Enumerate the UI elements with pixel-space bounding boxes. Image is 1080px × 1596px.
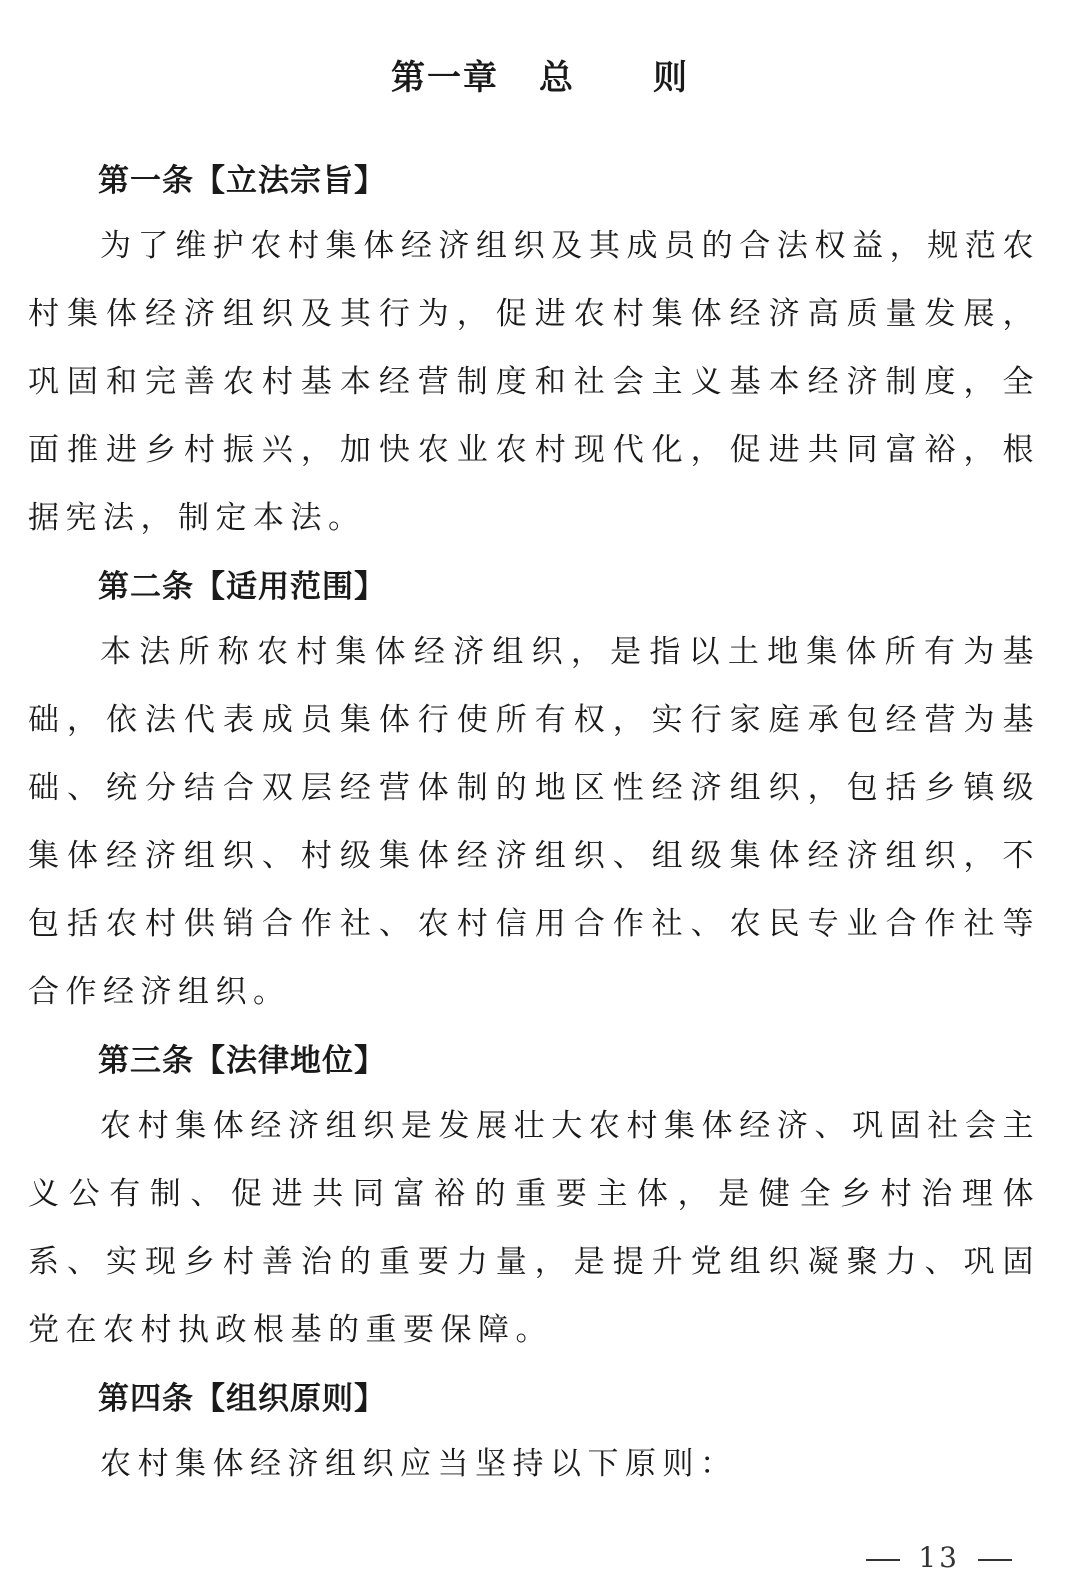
chapter-title-word-1: 总 — [539, 58, 575, 98]
article-heading: 第四条【组织原则】 — [98, 1381, 386, 1417]
dash-right — [978, 1559, 1012, 1561]
article-heading: 第一条【立法宗旨】 — [98, 163, 386, 199]
article-body: 农村集体经济组织是发展壮大农村集体经济、巩固社会主义公有制、促进共同富裕的重要主体，是健全乡村治理体系、实现乡村善治的重要力量，是提升党组织凝聚力、巩固党在农村执政根基的重要保障。 — [28, 1108, 1040, 1348]
article-heading: 第二条【适用范围】 — [98, 569, 386, 605]
chapter-content — [28, 150, 1040, 1502]
article-2 — [28, 556, 1040, 1026]
chapter-title — [0, 50, 1080, 99]
page-number: 13 — [918, 1541, 960, 1574]
article-1 — [28, 150, 1040, 552]
article-heading: 第三条【法律地位】 — [98, 1043, 386, 1079]
dash-left — [866, 1559, 900, 1561]
page-footer — [848, 1541, 1030, 1574]
article-4 — [28, 1368, 1040, 1498]
article-body: 农村集体经济组织应当坚持以下原则： — [100, 1446, 738, 1482]
article-body: 本法所称农村集体经济组织，是指以土地集体所有为基础，依法代表成员集体行使所有权，实行家庭承包经营为基础、统分结合双层经营体制的地区性经济组织，包括乡镇级集体经济组织、村级集体经济组织、组级集体经济组织，不包括农村供销合作社、农村信用合作社、农民专业合作社等合作经济组织。 — [28, 634, 1040, 1010]
chapter-number: 第一章 — [391, 58, 499, 98]
article-3 — [28, 1030, 1040, 1364]
chapter-title-word-2: 则 — [653, 58, 689, 98]
article-body: 为了维护农村集体经济组织及其成员的合法权益，规范农村集体经济组织及其行为，促进农村集体经济高质量发展，巩固和完善农村基本经营制度和社会主义基本经济制度，全面推进乡村振兴，加快农业农村现代化，促进共同富裕，根据宪法，制定本法。 — [28, 228, 1040, 536]
